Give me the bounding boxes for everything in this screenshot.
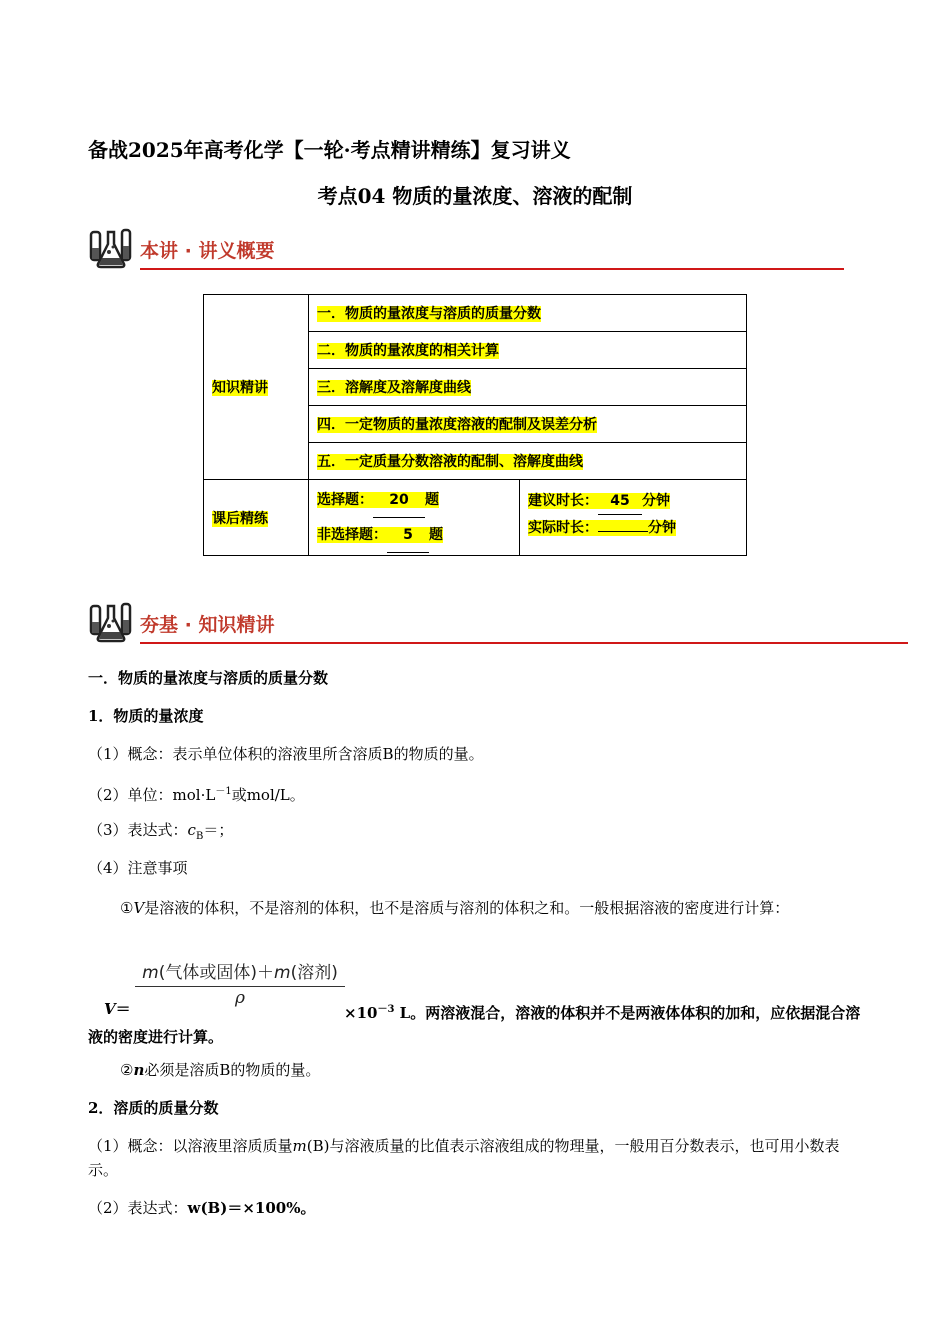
banner-label: 夯基 · 知识精讲 [140,614,275,636]
formula-denominator: ρ [235,988,245,1008]
knowledge-label-cell [204,295,309,480]
document-title: 备战2025年高考化学【一轮·考点精讲精练】复习讲义 [88,138,571,162]
flask-icon [88,600,138,644]
document-subtitle: 考点04 物质的量浓度、溶液的配制 [317,184,633,208]
formula-tail: $\times 10^{-3}$ L。两溶液混合，溶液的体积并不是两液体体积的加和，应依据混合溶液的密度进行计算。 [88,1004,861,1046]
subheading-1: 1．物质的量浓度 [88,707,204,725]
suggest-time-line: 建议时长： 45 分钟 [528,488,738,515]
actual-time-line: 实际时长： 分钟 [528,520,676,536]
overview-item-4: 四．一定物质的量浓度溶液的配制及误差分析 [309,406,747,443]
paragraph-expression: （3）表达式：$c_B=$； [88,821,234,842]
time-cell [520,480,747,556]
paragraph-notes: （4）注意事项 [88,859,188,877]
section-heading-1: 一．物质的量浓度与溶质的质量分数 [88,669,329,687]
flask-icon [88,226,138,270]
nonchoice-count: 5 [387,518,429,553]
paragraph-mass-fraction-concept: （1）概念：以溶液里溶质质量m(B)与溶液质量的比值表示溶液组成的物理量，一般用百分数表示，也可用小数表示。 [88,1137,840,1179]
banner-label: 本讲 · 讲义概要 [140,240,275,262]
actual-time-blank[interactable] [598,531,648,532]
knowledge-label: 知识精讲 [212,380,268,396]
overview-item-5: 五．一定质量分数溶液的配制、溶解度曲线 [309,443,747,480]
overview-item-3: 三．溶解度及溶解度曲线 [309,369,747,406]
paragraph-unit: （2）单位：$mol\cdot L^{-1}$或mol/L。 [88,786,305,804]
practice-label: 课后精练 [212,510,268,527]
subheading-2: 2．溶质的质量分数 [88,1099,219,1117]
fraction-bar [135,986,345,987]
choice-count-line: 选择题： 20 题 [317,483,511,518]
section-banner-knowledge [88,600,768,644]
overview-item-1: 一．物质的量浓度与溶质的质量分数 [309,295,747,332]
practice-label-cell [204,480,309,556]
overview-table [203,294,747,556]
formula-lhs: V＝ [104,1000,131,1018]
paragraph-note-1: ①V是溶液的体积，不是溶剂的体积，也不是溶质与溶剂的体积之和。一般根据溶液的密度进行计算： [120,899,790,917]
question-count-cell [309,480,520,556]
section-banner-overview [88,226,768,270]
formula-numerator: m(气体或固体)＋m(溶剂) [142,963,338,983]
banner-rule [140,642,908,644]
choice-count: 20 [373,483,425,518]
paragraph-mass-fraction-expression: （2）表达式：w(B)＝×100%。 [88,1199,316,1217]
overview-item-2: 二．物质的量浓度的相关计算 [309,332,747,369]
suggest-time: 45 [598,488,642,515]
paragraph-note-2: ②n必须是溶质B的物质的量。 [120,1061,321,1079]
nonchoice-count-line: 非选择题： 5 题 [317,518,511,553]
banner-rule [140,268,844,270]
paragraph-concept: （1）概念：表示单位体积的溶液里所含溶质B的物质的量。 [88,745,484,763]
